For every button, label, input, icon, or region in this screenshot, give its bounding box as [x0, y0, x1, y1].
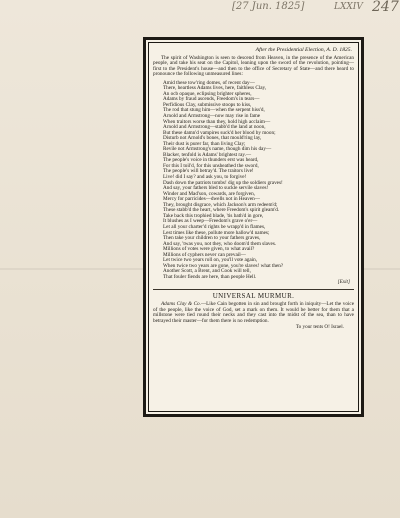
verse-line: Then take your children to your fathers graves, — [163, 235, 261, 242]
verse-line: And say, your fathers bled to suckle servile slaves! — [163, 185, 269, 192]
verse-line: The rod that stung him—when the serpent hiss'd, — [163, 107, 265, 114]
verse-line: An ocb opaque, eclipsing brighter spheres, — [163, 90, 252, 97]
murmur-text: —Like Cain begotten in sin and brought forth in iniquity—Let the voice of the people, like the voice of God, set a mark on them. It would be better for them that a millstone were tied round their necks and they cast into the midst of the sea, than to have betrayed their master—for them there is no redemption. — [153, 300, 354, 324]
murmur-section — [153, 302, 354, 324]
verse-line: Dash down the patriots tombs! dig up the soldiers graves! — [163, 179, 283, 186]
verse-line: It blushes as I weep—Freedom's grave o'er— — [163, 218, 258, 225]
verse-line: Mercy for parricides—dwells not in Heaven— — [163, 196, 260, 203]
verse-line: For this I toil'd, for this unsheathed the sword, — [163, 162, 259, 169]
verse-line: They, brought disgrace, which Jackson's arm redeem'd; — [163, 201, 278, 208]
murmur-paragraph — [153, 302, 354, 324]
verse-line: Lest times like these, pollute more hallow'd names; — [163, 229, 270, 236]
murmur-lead: Adams Clay & Co. — [161, 300, 201, 307]
verse-line: Arnold and Armstrong—stabb'd the land at noon, — [163, 124, 266, 131]
verse-line: That fouler fiends are here, than people Hell. — [163, 273, 257, 280]
exit-marker: [Exit] — [337, 279, 350, 286]
verse-line: Revile not Armstrong's name, though dim his day— — [163, 146, 272, 153]
verse-line: When twice two years are gone, you're slaves! what then? — [163, 262, 284, 269]
verse-line: Live! did I say? and ask you, to forgive! — [163, 174, 247, 181]
verse-line: Another Scott, a Brent, and Cook will tell, — [163, 268, 251, 275]
verse-line: Millions of votes were given, to what avail? — [163, 246, 255, 253]
verse-line: When traitors worse than they, hold high acclaim— — [163, 118, 271, 125]
verse-line: But these damn'd vampires suck'd her blood by moon; — [163, 129, 276, 136]
verse-line: Perfidious Clay, submissive stoops to kiss, — [163, 101, 252, 108]
broadside-dateline: After the Presidential Election, A. D. 1825. — [255, 47, 352, 53]
verse-line: Let all your charter'd rights be wrapp'd in flames, — [163, 223, 266, 230]
signoff: To your tents O! Israel. — [295, 324, 344, 331]
verse-line: Winder and Mad'son, cowards, are forgiven, — [163, 190, 255, 197]
verse-line: Their dust is purer far, than living Clay; — [163, 140, 246, 147]
verse-line: These stabb'd the heart, where Freedom's spirit gleam'd. — [163, 207, 280, 214]
verse-line: The people's voice in thunders erst was heard, — [163, 157, 259, 164]
verse-line: Millions of cyphers never can prevail— — [163, 251, 246, 258]
broadside-intro — [153, 56, 354, 78]
verse-line: Arnold and Armstrong—now may rise in fame — [163, 113, 261, 120]
handwritten-date: [27 Jun. 1825] — [232, 1, 305, 12]
printed-broadside — [143, 37, 364, 417]
handwritten-page-number: 247 — [372, 0, 399, 15]
intro-paragraph: The spirit of Washington is seen to descend from Heaven, in the presence of the American people, and take his seat on the Capitol, leaning upon the sword of the revolution, pointing—first to the President's house—and then to the office of Secretary of State—and there heard to pronounce the following unmeasured lines: — [153, 54, 354, 78]
verse-line: The people's will betray'd. The traitors live! — [163, 168, 254, 175]
verse-line: Take back this trophied blade, 'tis bath'd in gore, — [163, 212, 264, 219]
verse-line: Blacker, tenfold is Adams' brightest ray.— — [163, 151, 252, 158]
verse-line: There, heartless Adams lives, here, faithless Clay, — [163, 85, 267, 92]
verse-line: Disturb not Arnold's bones, that mould'ring lay, — [163, 135, 262, 142]
poem-verse — [163, 81, 354, 281]
handwritten-volume: LXXIV — [334, 2, 363, 12]
verse-line: Let twice two years roll on, you'll vote again, — [163, 257, 257, 264]
verse-line: Amid these tow'ring domes, of recent day— — [163, 79, 255, 86]
verse-line: Adams by fraud ascends, Freedom's in tears— — [163, 96, 260, 103]
verse-line: And say, 'twas you, not they, who doom'd them slaves. — [163, 240, 277, 247]
murmur-heading: UNIVERSAL MURMUR. — [153, 289, 354, 300]
